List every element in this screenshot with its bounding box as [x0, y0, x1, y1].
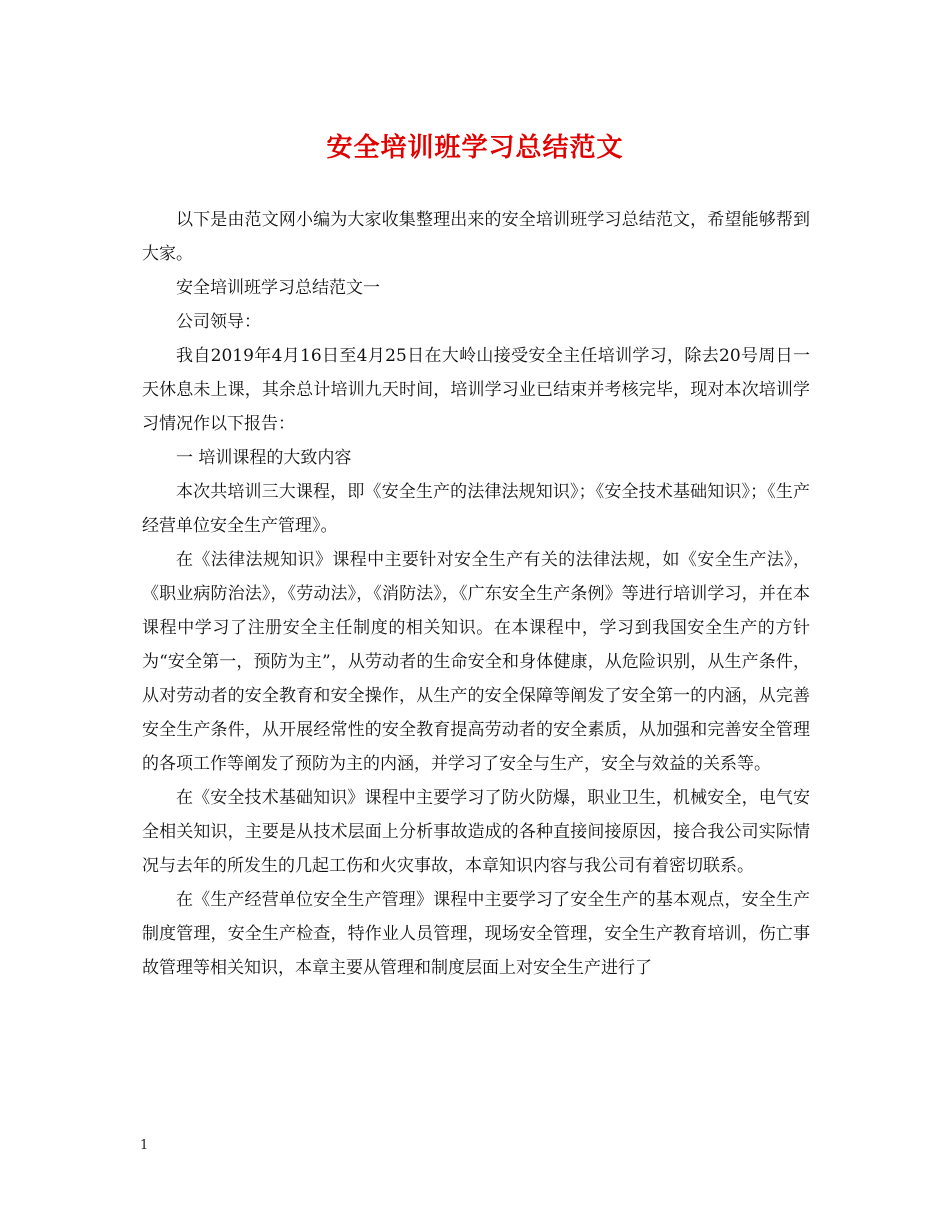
intro-paragraph: 以下是由范文网小编为大家收集整理出来的安全培训班学习总结范文，希望能够帮到大家。 [142, 210, 810, 264]
body-paragraph: 在《生产经营单位安全生产管理》课程中主要学习了安全生产的基本观点，安全生产制度管理，安全生产检查，特作业人员管理，现场安全管理，安全生产教育培训，伤亡事故管理等相关知识，本章主要从管理和制度层面上对安全生产进行了 [142, 890, 810, 978]
body-paragraph: 我自2019年4月16日至4月25日在大岭山接受安全主任培训学习，除去20号周日一天休息未上课，其余总计培训九天时间，培训学习业已结束并考核完毕，现对本次培训学习情况作以下报告： [142, 346, 810, 434]
section-heading: 安全培训班学习总结范文一 [176, 278, 380, 298]
document-title: 安全培训班学习总结范文 [326, 133, 624, 163]
subsection-heading: 一 培训课程的大致内容 [176, 448, 352, 468]
page-number: 1 [140, 1138, 149, 1153]
document-body [142, 203, 810, 985]
body-paragraph: 在《安全技术基础知识》课程中主要学习了防火防爆，职业卫生，机械安全，电气安全相关知识，主要是从技术层面上分析事故造成的各种直接间接原因，接合我公司实际情况与去年的所发生的几起工伤和火灾事故，本章知识内容与我公司有着密切联系。 [142, 788, 810, 876]
body-paragraph: 本次共培训三大课程，即《安全生产的法律法规知识》；《安全技术基础知识》；《生产经营单位安全生产管理》。 [142, 482, 810, 536]
salutation: 公司领导： [176, 312, 261, 332]
body-paragraph: 在《法律法规知识》课程中主要针对安全生产有关的法律法规，如《安全生产法》，《职业病防治法》，《劳动法》，《消防法》，《广东安全生产条例》等进行培训学习，并在本课程中学习了注册安全主任制度的相关知识。在本课程中，学习到我国安全生产的方针为“安全第一，预防为主”，从劳动者的生命安全和身体健康，从危险识别，从生产条件，从对劳动者的安全教育和安全操作，从生产的安全保障等阐发了安全第一的内涵，从完善安全生产条件，从开展经常性的安全教育提高劳动者的安全素质，从加强和完善安全管理的各项工作等阐发了预防为主的内涵，并学习了安全与生产，安全与效益的关系等。 [142, 550, 810, 774]
